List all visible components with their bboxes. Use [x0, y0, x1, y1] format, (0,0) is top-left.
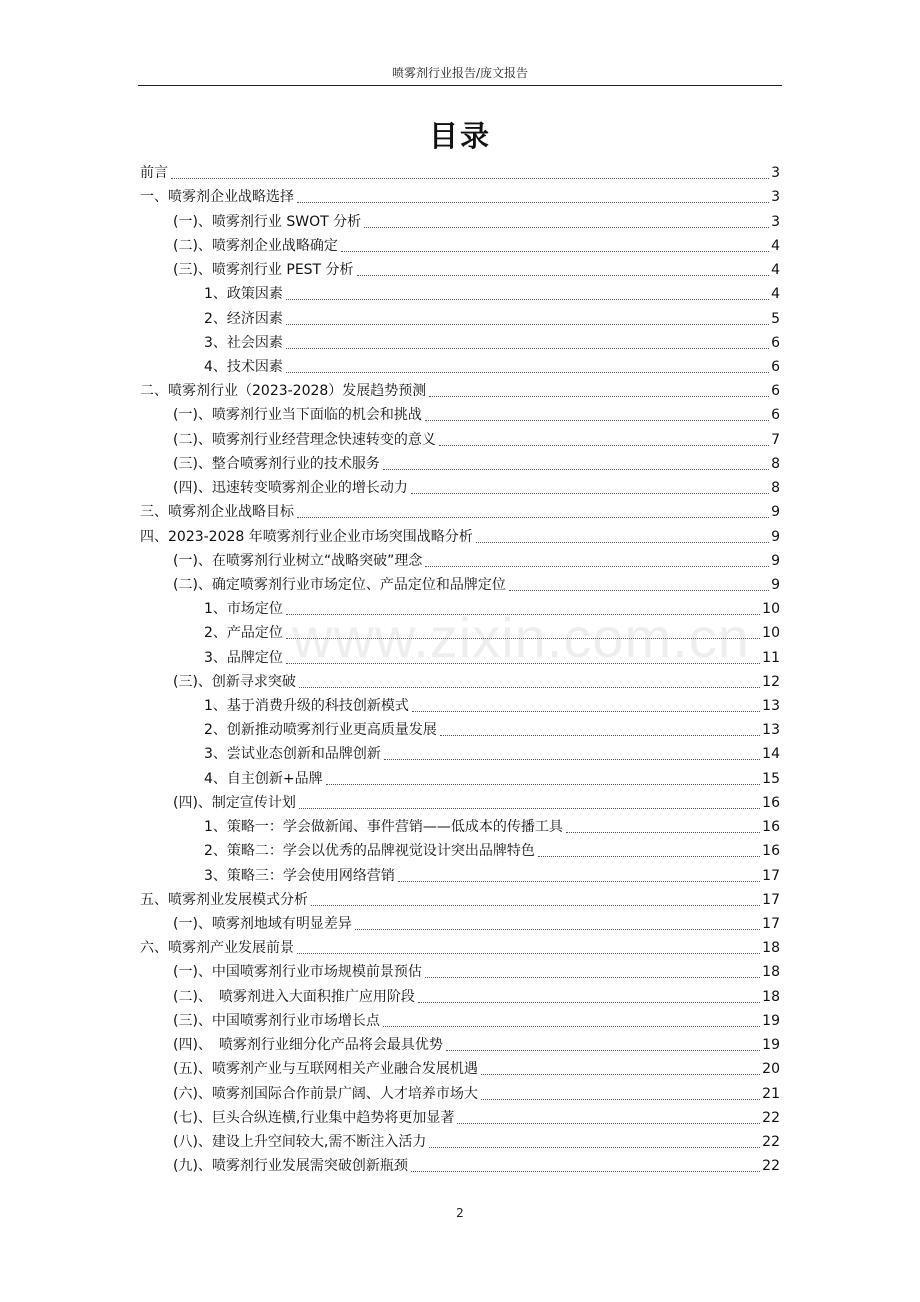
toc-leader-dots — [286, 347, 769, 349]
toc-entry-page: 17 — [762, 867, 780, 884]
toc-entry[interactable] — [140, 1151, 780, 1175]
toc-entry-title: 3、品牌定位 — [204, 649, 283, 666]
toc-entry-page: 8 — [771, 480, 780, 497]
toc-entry-page: 11 — [762, 649, 780, 666]
toc-entry-title: 前言 — [140, 165, 168, 182]
toc-entry[interactable] — [140, 424, 780, 448]
toc-entry[interactable] — [140, 497, 780, 521]
toc-entry[interactable] — [140, 1030, 780, 1054]
toc-entry-page: 7 — [771, 431, 780, 448]
toc-entry-title: (三)、喷雾剂行业 PEST 分析 — [173, 262, 354, 279]
toc-entry-title: 3、策略三：学会使用网络营销 — [204, 867, 395, 884]
toc-entry-page: 16 — [762, 843, 780, 860]
toc-entry-title: 二、喷雾剂行业（2023-2028）发展趋势预测 — [140, 383, 427, 400]
toc-entry-page: 6 — [771, 358, 780, 375]
toc-leader-dots — [311, 904, 760, 906]
toc-entry-page: 17 — [762, 916, 780, 932]
toc-entry-page: 4 — [771, 237, 780, 254]
toc-entry[interactable] — [140, 521, 780, 545]
toc-entry[interactable] — [140, 1078, 780, 1102]
toc-entry[interactable] — [140, 909, 780, 933]
toc-entry[interactable] — [140, 255, 780, 279]
toc-entry-page: 10 — [762, 625, 780, 642]
toc-entry-title: (二)、 喷雾剂进入大面积推广应用阶段 — [173, 988, 415, 1005]
toc-entry-title: 四、2023-2028 年喷雾剂行业企业市场突围战略分析 — [140, 528, 473, 545]
header-divider — [138, 85, 782, 86]
toc-entry[interactable] — [140, 642, 780, 666]
toc-entry-title: (三)、中国喷雾剂行业市场增长点 — [173, 1012, 380, 1029]
toc-leader-dots — [286, 662, 760, 664]
toc-entry[interactable] — [140, 400, 780, 424]
toc-entry-page: 3 — [771, 165, 780, 182]
watermark: www.zixin.com.cn — [292, 606, 750, 669]
toc-entry[interactable] — [140, 1127, 780, 1151]
toc-leader-dots — [446, 1049, 760, 1051]
toc-leader-dots — [457, 1122, 760, 1124]
toc-leader-dots — [286, 371, 769, 373]
toc-entry[interactable] — [140, 182, 780, 206]
toc-leader-dots — [286, 323, 769, 325]
toc-entry-title: (一)、喷雾剂行业 SWOT 分析 — [173, 213, 362, 230]
toc-entry-title: (一)、中国喷雾剂行业市场规模前景预估 — [173, 964, 422, 981]
toc-entry-page: 17 — [762, 891, 780, 908]
toc-entry-title: 1、基于消费升级的科技创新模式 — [204, 698, 409, 715]
toc-entry-page: 16 — [762, 794, 780, 811]
toc-entry-page: 21 — [762, 1085, 780, 1102]
toc-entry[interactable] — [140, 1006, 780, 1030]
toc-entry[interactable] — [140, 328, 780, 352]
toc-entry[interactable] — [140, 860, 780, 884]
toc-entry[interactable] — [140, 981, 780, 1005]
toc-entry-title: 2、策略二：学会以优秀的品牌视觉设计突出品牌特色 — [204, 843, 535, 860]
toc-entry-title: (二)、喷雾剂企业战略确定 — [173, 237, 338, 254]
toc-entry-title: 4、技术因素 — [204, 358, 283, 375]
toc-leader-dots — [429, 395, 769, 397]
toc-entry[interactable] — [140, 1103, 780, 1127]
toc-entry-title: (一)、在喷雾剂行业树立“战略突破”理念 — [173, 552, 423, 569]
toc-leader-dots — [439, 444, 769, 446]
toc-entry[interactable] — [140, 473, 780, 497]
toc-entry[interactable] — [140, 303, 780, 327]
toc-leader-dots — [286, 298, 769, 300]
toc-leader-dots — [425, 976, 760, 978]
toc-entry-title: 1、市场定位 — [204, 601, 283, 618]
toc-leader-dots — [481, 1073, 760, 1075]
toc-entry-page: 22 — [762, 1158, 780, 1175]
toc-entry-title: (一)、喷雾剂行业当下面临的机会和挑战 — [173, 407, 422, 424]
toc-entry-page: 10 — [762, 601, 780, 618]
toc-entry-title: 六、喷雾剂产业发展前景 — [140, 940, 294, 957]
toc-entry-page: 19 — [762, 1012, 780, 1029]
toc-leader-dots — [384, 758, 760, 760]
toc-entry-title: (三)、创新寻求突破 — [173, 673, 296, 690]
toc-entry-title: (一)、喷雾剂地域有明显差异 — [173, 916, 352, 932]
toc-leader-dots — [411, 492, 769, 494]
toc-leader-dots — [383, 468, 769, 470]
toc-entry-title: 3、社会因素 — [204, 334, 283, 351]
toc-entry-title: 2、经济因素 — [204, 310, 283, 327]
toc-entry-page: 9 — [771, 552, 780, 569]
toc-leader-dots — [355, 928, 760, 930]
toc-entry-page: 14 — [762, 746, 780, 763]
toc-entry-title: (九)、喷雾剂行业发展需突破创新瓶颈 — [173, 1158, 408, 1175]
toc-leader-dots — [299, 807, 760, 809]
toc-entry[interactable] — [140, 836, 780, 860]
toc-entry[interactable] — [140, 594, 780, 618]
toc-entry[interactable] — [140, 231, 780, 255]
toc-entry-title: 2、创新推动喷雾剂行业更高质量发展 — [204, 722, 437, 739]
toc-entry-page: 18 — [762, 964, 780, 981]
toc-entry-title: (七)、巨头合纵连横,行业集中趋势将更加显著 — [173, 1109, 455, 1126]
toc-leader-dots — [341, 250, 769, 252]
toc-entry-title: (二)、确定喷雾剂行业市场定位、产品定位和品牌定位 — [173, 576, 506, 593]
toc-entry-title: 3、尝试业态创新和品牌创新 — [204, 746, 381, 763]
toc-entry-page: 6 — [771, 383, 780, 400]
toc-leader-dots — [286, 613, 760, 615]
toc-entry-page: 9 — [771, 528, 780, 545]
toc-entry[interactable] — [140, 739, 780, 763]
toc-entry-title: (四)、 喷雾剂行业细分化产品将会最具优势 — [173, 1037, 443, 1054]
toc-leader-dots — [357, 274, 770, 276]
toc-leader-dots — [481, 1098, 760, 1100]
toc-entry[interactable] — [140, 546, 780, 570]
toc-entry-page: 6 — [771, 334, 780, 351]
toc-entry[interactable] — [140, 715, 780, 739]
toc-leader-dots — [398, 880, 760, 882]
toc-entry[interactable] — [140, 812, 780, 836]
toc-entry-title: (六)、喷雾剂国际合作前景广阔、人才培养市场大 — [173, 1085, 478, 1102]
toc-entry-page: 4 — [771, 262, 780, 279]
toc-entry-title: (四)、迅速转变喷雾剂企业的增长动力 — [173, 480, 408, 497]
toc-entry[interactable] — [140, 885, 780, 909]
toc-leader-dots — [297, 201, 769, 203]
toc-leader-dots — [566, 831, 760, 833]
toc-entry-title: 2、产品定位 — [204, 625, 283, 642]
toc-entry-page: 19 — [762, 1037, 780, 1054]
toc-entry-page: 13 — [762, 722, 780, 739]
toc-entry-title: 1、策略一：学会做新闻、事件营销——低成本的传播工具 — [204, 819, 563, 836]
toc-entry[interactable] — [140, 158, 780, 182]
toc-leader-dots — [364, 226, 769, 228]
toc-entry-title: (三)、整合喷雾剂行业的技术服务 — [173, 455, 380, 472]
toc-leader-dots — [411, 1170, 760, 1172]
toc-leader-dots — [171, 177, 769, 179]
toc-leader-dots — [383, 1025, 760, 1027]
toc-entry[interactable] — [140, 376, 780, 400]
toc-entry-page: 18 — [762, 988, 780, 1005]
toc-entry-title: (五)、喷雾剂产业与互联网相关产业融合发展机遇 — [173, 1061, 478, 1078]
toc-entry-page: 22 — [762, 1133, 780, 1150]
toc-entry[interactable] — [140, 1054, 780, 1078]
toc-entry[interactable] — [140, 279, 780, 303]
toc-entry[interactable] — [140, 933, 780, 957]
toc-leader-dots — [425, 419, 769, 421]
toc-entry-page: 9 — [771, 504, 780, 521]
toc-leader-dots — [425, 565, 769, 567]
toc-leader-dots — [326, 783, 761, 785]
toc-entry[interactable] — [140, 667, 780, 691]
toc-entry-title: 三、喷雾剂企业战略目标 — [140, 504, 294, 521]
toc-leader-dots — [412, 710, 760, 712]
toc-entry-page: 13 — [762, 698, 780, 715]
toc-entry-title: 4、自主创新+品牌 — [204, 770, 323, 787]
toc-entry[interactable] — [140, 691, 780, 715]
page-number: 2 — [456, 1206, 464, 1220]
toc-entry-page: 9 — [771, 576, 780, 593]
toc-entry-page: 4 — [771, 286, 780, 303]
toc-entry[interactable] — [140, 788, 780, 812]
toc-leader-dots — [418, 1001, 760, 1003]
toc-leader-dots — [286, 637, 760, 639]
toc-entry-title: 五、喷雾剂业发展模式分析 — [140, 891, 308, 908]
toc-entry-page: 3 — [771, 189, 780, 206]
toc-entry-title: 一、喷雾剂企业战略选择 — [140, 189, 294, 206]
toc-entry-page: 6 — [771, 407, 780, 424]
toc-entry-page: 16 — [762, 819, 780, 836]
toc-leader-dots — [299, 686, 760, 688]
toc-entry-page: 18 — [762, 940, 780, 957]
toc-title: 目录 — [428, 119, 491, 153]
toc-leader-dots — [440, 734, 760, 736]
toc-entry-page: 3 — [771, 213, 780, 230]
toc-entry-page: 5 — [771, 310, 780, 327]
toc-entry[interactable] — [140, 570, 780, 594]
toc-entry-page: 8 — [771, 455, 780, 472]
toc-entry-title: 1、政策因素 — [204, 286, 283, 303]
toc-entry-page: 20 — [762, 1061, 780, 1078]
toc-entry-page: 22 — [762, 1109, 780, 1126]
toc-entry[interactable] — [140, 618, 780, 642]
toc-entry[interactable] — [140, 957, 780, 981]
toc-leader-dots — [509, 589, 769, 591]
toc-entry[interactable] — [140, 763, 780, 787]
toc-leader-dots — [297, 952, 760, 954]
toc-leader-dots — [538, 855, 760, 857]
table-of-contents — [140, 158, 780, 1175]
toc-entry-page: 12 — [762, 673, 780, 690]
toc-entry-title: (四)、制定宣传计划 — [173, 794, 296, 811]
toc-entry-page: 15 — [762, 770, 780, 787]
toc-leader-dots — [297, 516, 769, 518]
toc-entry[interactable] — [140, 352, 780, 376]
toc-entry-title: (八)、建设上升空间较大,需不断注入活力 — [173, 1133, 427, 1150]
toc-entry[interactable] — [140, 449, 780, 473]
toc-entry[interactable] — [140, 206, 780, 230]
toc-entry-title: (二)、喷雾剂行业经营理念快速转变的意义 — [173, 431, 436, 448]
page-header: 喷雾剂行业报告/庞文报告 — [391, 66, 529, 80]
toc-leader-dots — [476, 541, 769, 543]
toc-leader-dots — [429, 1146, 760, 1148]
